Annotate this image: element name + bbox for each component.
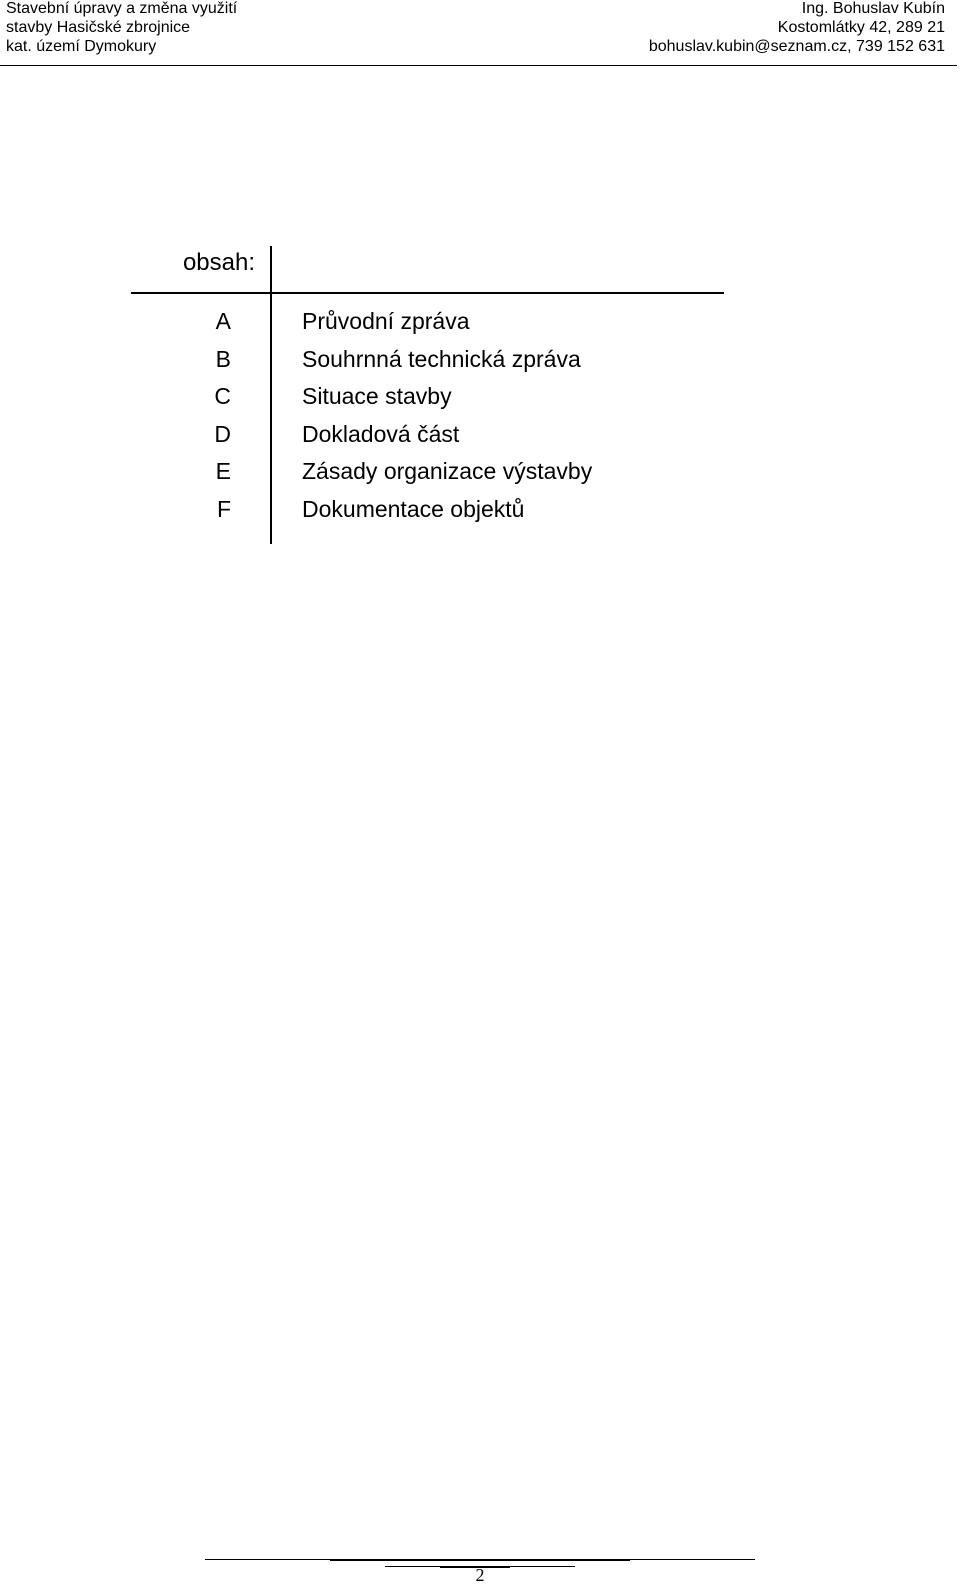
toc-horizontal-divider	[131, 292, 724, 294]
project-title-line-1: Stavební úpravy a změna využití	[6, 0, 238, 17]
toc-item-letter: A	[215, 308, 231, 334]
toc-item	[0, 345, 960, 383]
toc-item-title: Dokladová část	[302, 421, 460, 447]
page-number: 2	[475, 1565, 485, 1585]
toc-item	[0, 495, 960, 533]
project-location: kat. území Dymokury	[6, 38, 157, 55]
toc-item	[0, 307, 960, 345]
toc-item	[0, 420, 960, 458]
toc-item-letter: F	[216, 496, 231, 522]
author-address: Kostomlátky 42, 289 21	[777, 19, 945, 36]
toc-item-title: Souhrnná technická zpráva	[302, 346, 581, 372]
project-title-line-2: stavby Hasičské zbrojnice	[6, 19, 191, 36]
table-of-contents	[0, 0, 960, 600]
toc-item-letter: B	[215, 346, 231, 372]
footer-rule	[330, 1559, 630, 1561]
toc-item	[0, 457, 960, 495]
toc-item-letter: E	[215, 458, 231, 484]
toc-item-letter: D	[214, 421, 231, 447]
toc-item-title: Dokumentace objektů	[302, 496, 525, 522]
toc-item-title: Situace stavby	[302, 383, 452, 409]
toc-item-title: Zásady organizace výstavby	[302, 458, 593, 484]
author-name: Ing. Bohuslav Kubín	[801, 0, 945, 17]
author-contact: bohuslav.kubin@seznam.cz, 739 152 631	[648, 38, 945, 55]
toc-item	[0, 382, 960, 420]
toc-heading: obsah:	[182, 249, 255, 276]
toc-item-letter: C	[214, 383, 231, 409]
toc-item-title: Průvodní zpráva	[302, 308, 470, 334]
